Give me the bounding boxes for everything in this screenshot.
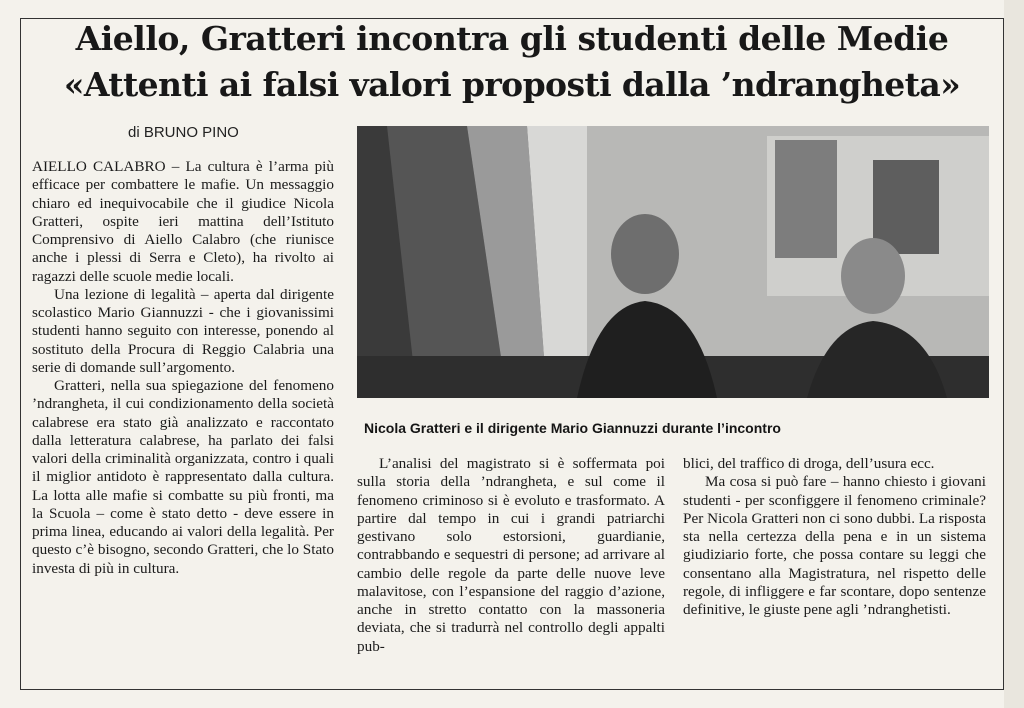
text-column-2 bbox=[357, 455, 665, 656]
paragraph: Gratteri, nella sua spiegazione del fenomeno ’ndrangheta, il cui condizionamento della società calabrese era stato già analizzato e raccontato dalla letteratura calabrese, ha parlato dei falsi valori della criminalità organizzata, contro i quali il miglior antidoto è rappresentato dalla cultura. La lotta alle mafie si combatte su più fronti, ma la Scuola – come è stato detto - deve essere in prima linea, educando ai valori della legalità. Per questo c’è bisogno, secondo Gratteri, che lo Stato investa di più in cultura. bbox=[32, 377, 334, 577]
paragraph: Ma cosa si può fare – hanno chiesto i giovani studenti - per sconfiggere il fenomeno criminale? Per Nicola Gratteri non ci sono dubbi. La risposta sta nella certezza della pena e in un sistema giudiziario forte, che possa contare su leggi che consentano alla Magistratura, nel rispetto delle regole, di infliggere e far scontare, dopo sentenze definitive, le giuste pene agli ’ndranghetisti. bbox=[683, 473, 986, 618]
photo-caption: Nicola Gratteri e il dirigente Mario Giannuzzi durante l’incontro bbox=[364, 420, 781, 436]
headline-line-1: Aiello, Gratteri incontra gli studenti delle Medie bbox=[75, 19, 949, 58]
byline: di BRUNO PINO bbox=[128, 124, 239, 141]
headline-line-2: «Attenti ai falsi valori proposti dalla ’ndrangheta» bbox=[63, 65, 961, 104]
paragraph: AIELLO CALABRO – La cultura è l’arma più efficace per combattere le mafie. Un messaggio chiaro ed inequivocabile che il giudice Nicola Gratteri, ospite ieri mattina dell’Istituto Comprensivo di Aiello Calabro (che riunisce anche i plessi di Serra e Cleto), ha rivolto ai ragazzi delle scuole medie locali. bbox=[32, 158, 334, 285]
paragraph: L’analisi del magistrato si è soffermata poi sulla storia della ’ndrangheta, e sul come il fenomeno criminoso si è evoluto e trasformato. A partire dal tempo in cui i grandi patriarchi gestivano solo estorsioni, guardianie, contrabbando e sequestri di persone; ad arrivare al cambio delle regole da parte delle nuove leve malavitose, con l’espansione del raggio d’azione, anche in stretto contatto con la massoneria deviata, che si tradurrà nel controllo degli appalti pub- bbox=[357, 455, 665, 655]
text-column-1 bbox=[32, 158, 334, 578]
adjacent-page-edge bbox=[1004, 0, 1024, 708]
text-column-3 bbox=[683, 455, 986, 619]
article-photo bbox=[357, 126, 989, 398]
paragraph: blici, del traffico di droga, dell’usura ecc. bbox=[683, 455, 935, 472]
paragraph: Una lezione di legalità – aperta dal dirigente scolastico Mario Giannuzzi - che i giovanissimi studenti hanno seguito con interesse, ponendo al sostituto della Procura di Reggio Calabria una serie di domande sull’argomento. bbox=[32, 285, 334, 376]
photo-illustration bbox=[357, 126, 989, 398]
